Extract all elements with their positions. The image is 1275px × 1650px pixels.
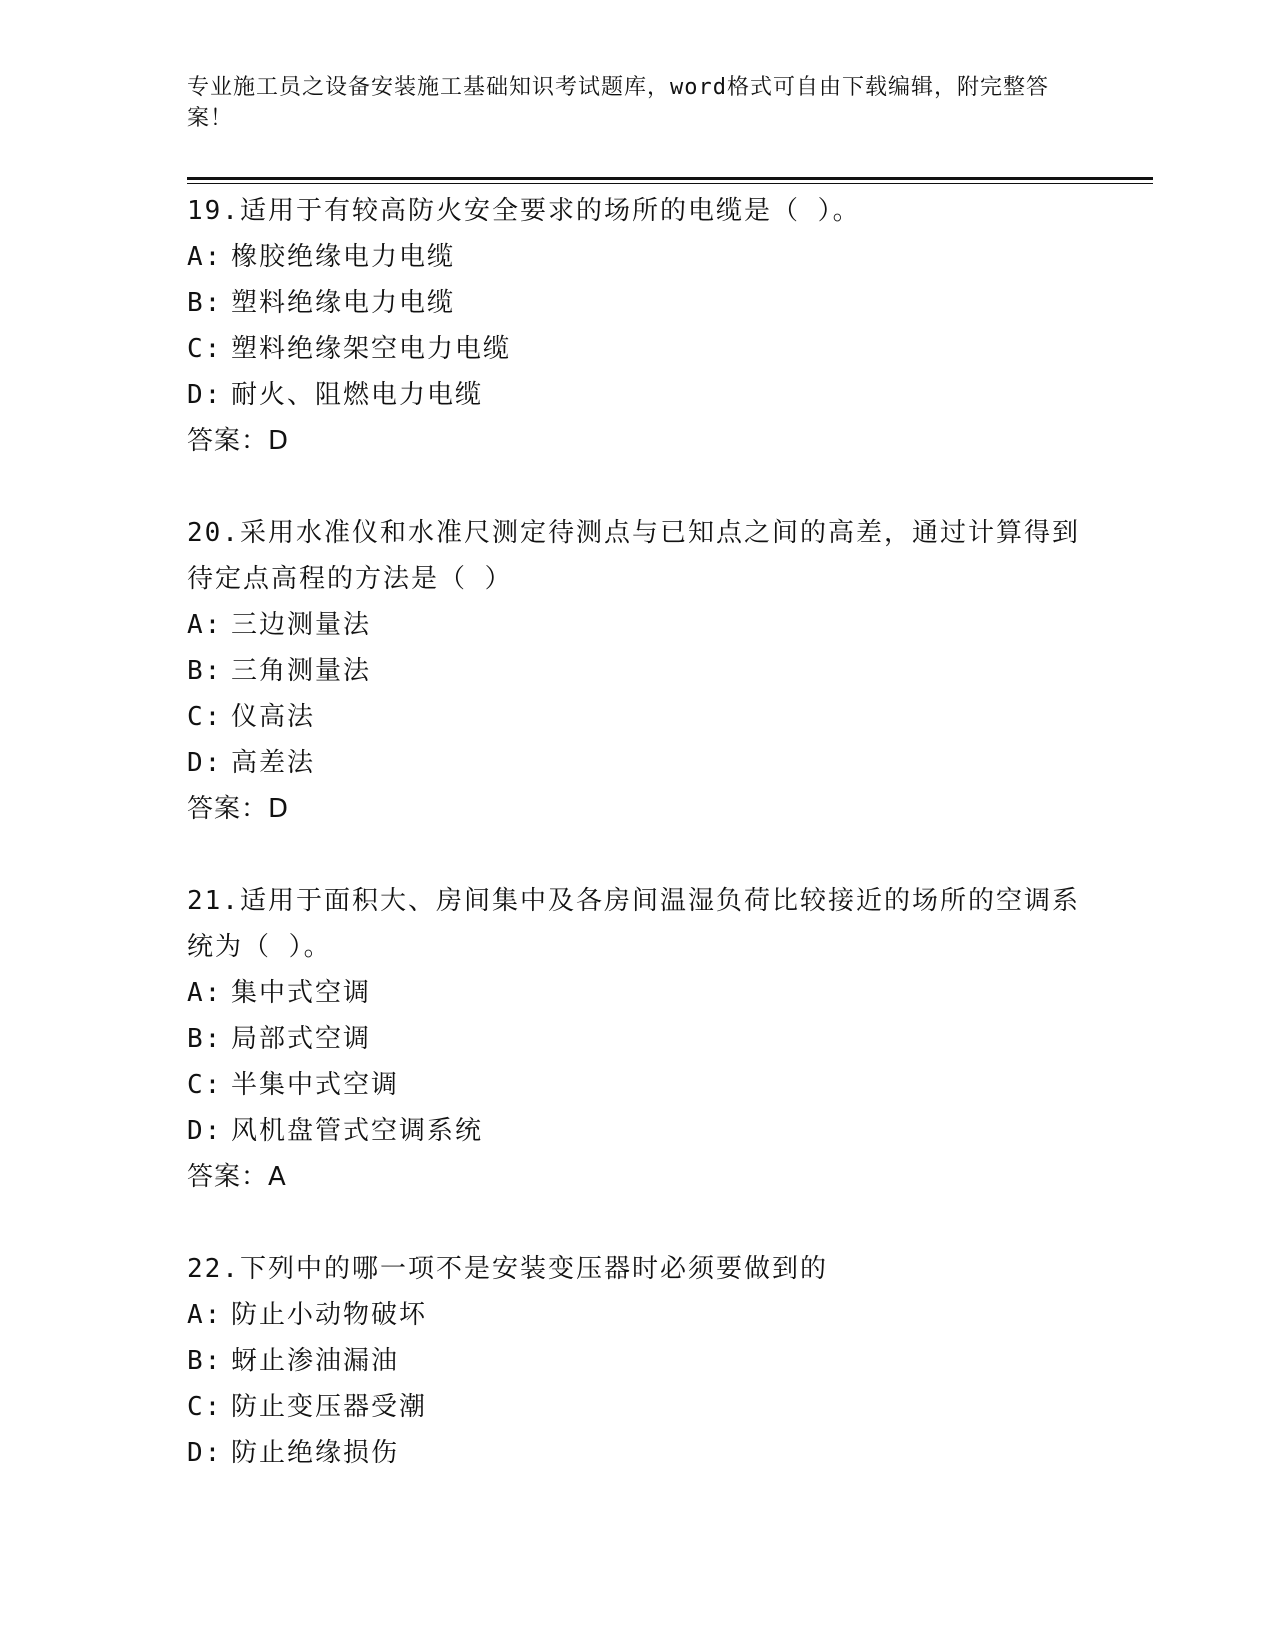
question-19	[187, 188, 1087, 464]
option-text: 局部式空调	[231, 1024, 372, 1054]
option-letter: C:	[187, 1392, 223, 1422]
option-letter: C:	[187, 334, 223, 364]
header-divider-thin	[187, 183, 1153, 184]
answer-line: 答案：D	[187, 426, 290, 456]
option-b	[187, 648, 1087, 694]
option-text: 半集中式空调	[231, 1070, 400, 1100]
option-d	[187, 1430, 1087, 1476]
option-c	[187, 1062, 1087, 1108]
answer-line: 答案：D	[187, 794, 290, 824]
option-letter: D:	[187, 1438, 223, 1468]
option-text: 三角测量法	[231, 656, 372, 686]
option-c	[187, 694, 1087, 740]
question-list	[187, 188, 1087, 1522]
option-letter: B:	[187, 656, 223, 686]
option-text: 橡胶绝缘电力电缆	[231, 242, 456, 272]
option-letter: D:	[187, 380, 223, 410]
option-letter: C:	[187, 1070, 223, 1100]
option-letter: B:	[187, 1346, 223, 1376]
option-letter: D:	[187, 748, 223, 778]
option-b	[187, 280, 1087, 326]
option-letter: A:	[187, 1300, 223, 1330]
option-letter: C:	[187, 702, 223, 732]
question-stem: 22.下列中的哪一项不是安装变压器时必须要做到的	[187, 1254, 828, 1284]
question-21	[187, 878, 1087, 1200]
option-text: 高差法	[231, 748, 316, 778]
option-text: 集中式空调	[231, 978, 372, 1008]
option-text: 防止小动物破坏	[231, 1300, 428, 1330]
option-b	[187, 1016, 1087, 1062]
option-text: 风机盘管式空调系统	[231, 1116, 484, 1146]
option-b	[187, 1338, 1087, 1384]
option-d	[187, 372, 1087, 418]
option-d	[187, 1108, 1087, 1154]
answer-line: 答案：A	[187, 1162, 287, 1192]
option-a	[187, 970, 1087, 1016]
option-text: 防止绝缘损伤	[231, 1438, 400, 1468]
option-letter: B:	[187, 288, 223, 318]
question-20	[187, 510, 1087, 832]
option-text: 塑料绝缘电力电缆	[231, 288, 456, 318]
option-text: 塑料绝缘架空电力电缆	[231, 334, 512, 364]
header-divider-thick	[187, 177, 1153, 180]
question-stem: 21.适用于面积大、房间集中及各房间温湿负荷比较接近的场所的空调系统为（ ）。	[187, 886, 1080, 962]
question-stem: 20.采用水准仪和水准尺测定待测点与已知点之间的高差，通过计算得到待定点高程的方法是（ ）	[187, 518, 1080, 594]
option-c	[187, 1384, 1087, 1430]
option-a	[187, 1292, 1087, 1338]
option-a	[187, 602, 1087, 648]
question-22	[187, 1246, 1087, 1476]
document-header: 专业施工员之设备安装施工基础知识考试题库，word格式可自由下载编辑，附完整答案！	[187, 75, 1049, 131]
option-letter: A:	[187, 242, 223, 272]
option-text: 仪高法	[231, 702, 316, 732]
option-text: 防止变压器受潮	[231, 1392, 428, 1422]
option-text: 耐火、阻燃电力电缆	[231, 380, 484, 410]
option-letter: D:	[187, 1116, 223, 1146]
option-c	[187, 326, 1087, 372]
option-d	[187, 740, 1087, 786]
question-stem: 19.适用于有较高防火安全要求的场所的电缆是（ ）。	[187, 196, 861, 226]
option-text: 三边测量法	[231, 610, 372, 640]
option-letter: A:	[187, 978, 223, 1008]
option-a	[187, 234, 1087, 280]
option-text: 蚜止渗油漏油	[231, 1346, 400, 1376]
option-letter: A:	[187, 610, 223, 640]
option-letter: B:	[187, 1024, 223, 1054]
